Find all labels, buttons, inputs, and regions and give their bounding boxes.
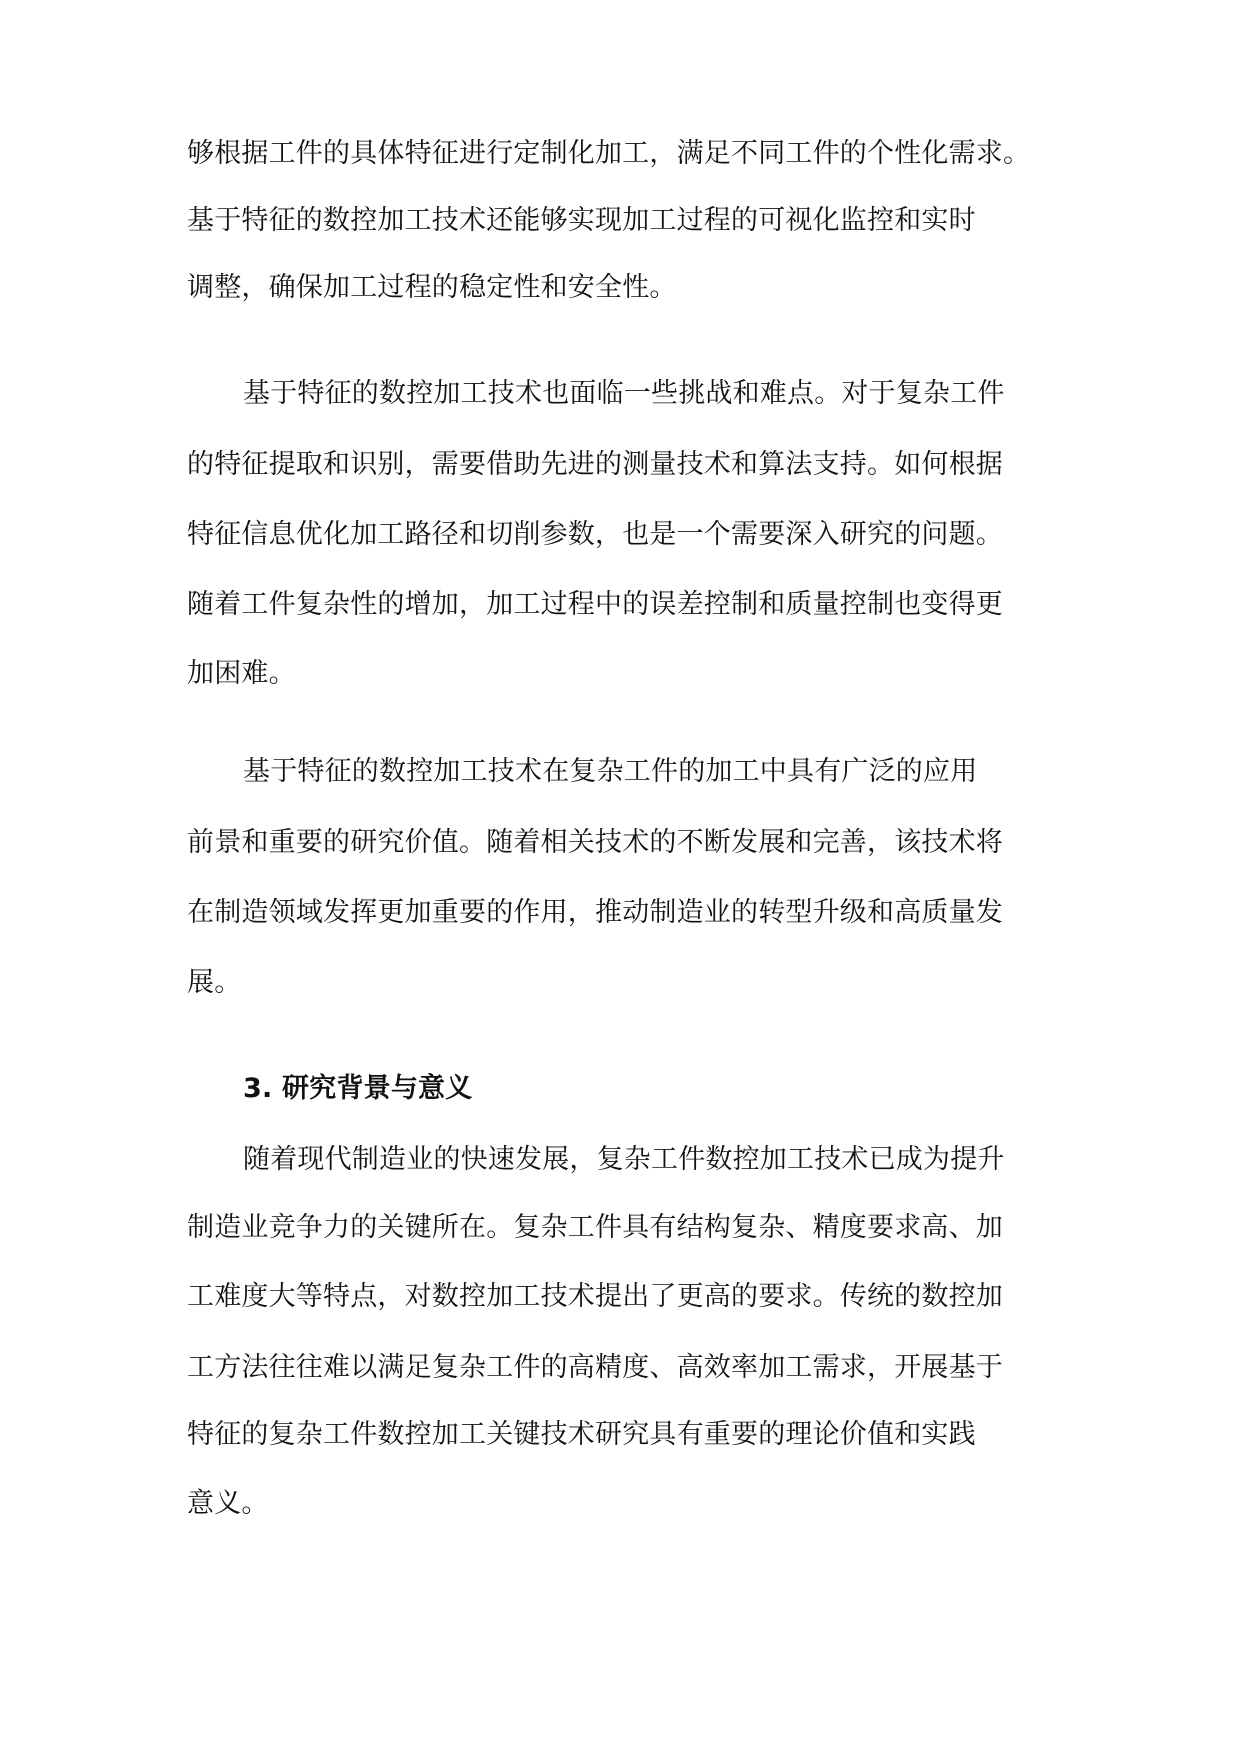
paragraph-4-line-3: 工难度大等特点，对数控加工技术提出了更高的要求。传统的数控加 [187,1281,1003,1312]
paragraph-2-line-3: 特征信息优化加工路径和切削参数，也是一个需要深入研究的问题。 [187,519,1003,550]
paragraph-2-line-5: 加困难。 [187,658,296,689]
paragraph-3-line-4: 展。 [187,967,242,998]
paragraph-1-line-3: 调整，确保加工过程的稳定性和安全性。 [187,272,677,303]
paragraph-3-line-2: 前景和重要的研究价值。随着相关技术的不断发展和完善，该技术将 [187,827,1003,858]
paragraph-4-line-5: 特征的复杂工件数控加工关键技术研究具有重要的理论价值和实践 [187,1419,976,1450]
paragraph-4-line-2: 制造业竞争力的关键所在。复杂工件具有结构复杂、精度要求高、加 [187,1212,1003,1243]
paragraph-3-line-1: 基于特征的数控加工技术在复杂工件的加工中具有广泛的应用 [243,756,978,787]
paragraph-4-line-1: 随着现代制造业的快速发展，复杂工件数控加工技术已成为提升 [243,1144,1005,1175]
paragraph-3-line-3: 在制造领域发挥更加重要的作用，推动制造业的转型升级和高质量发 [187,897,1003,928]
paragraph-4-line-6: 意义。 [187,1488,269,1519]
paragraph-2-line-2: 的特征提取和识别，需要借助先进的测量技术和算法支持。如何根据 [187,449,1003,480]
paragraph-2-line-4: 随着工件复杂性的增加，加工过程中的误差控制和质量控制也变得更 [187,589,1003,620]
paragraph-2-line-1: 基于特征的数控加工技术也面临一些挑战和难点。对于复杂工件 [243,378,1005,409]
paragraph-1-line-1: 够根据工件的具体特征进行定制化加工，满足不同工件的个性化需求。 [187,138,1031,169]
paragraph-1-line-2: 基于特征的数控加工技术还能够实现加工过程的可视化监控和实时 [187,205,976,236]
paragraph-4-line-4: 工方法往往难以满足复杂工件的高精度、高效率加工需求，开展基于 [187,1352,1003,1383]
section-heading: 3. 研究背景与意义 [243,1073,473,1104]
